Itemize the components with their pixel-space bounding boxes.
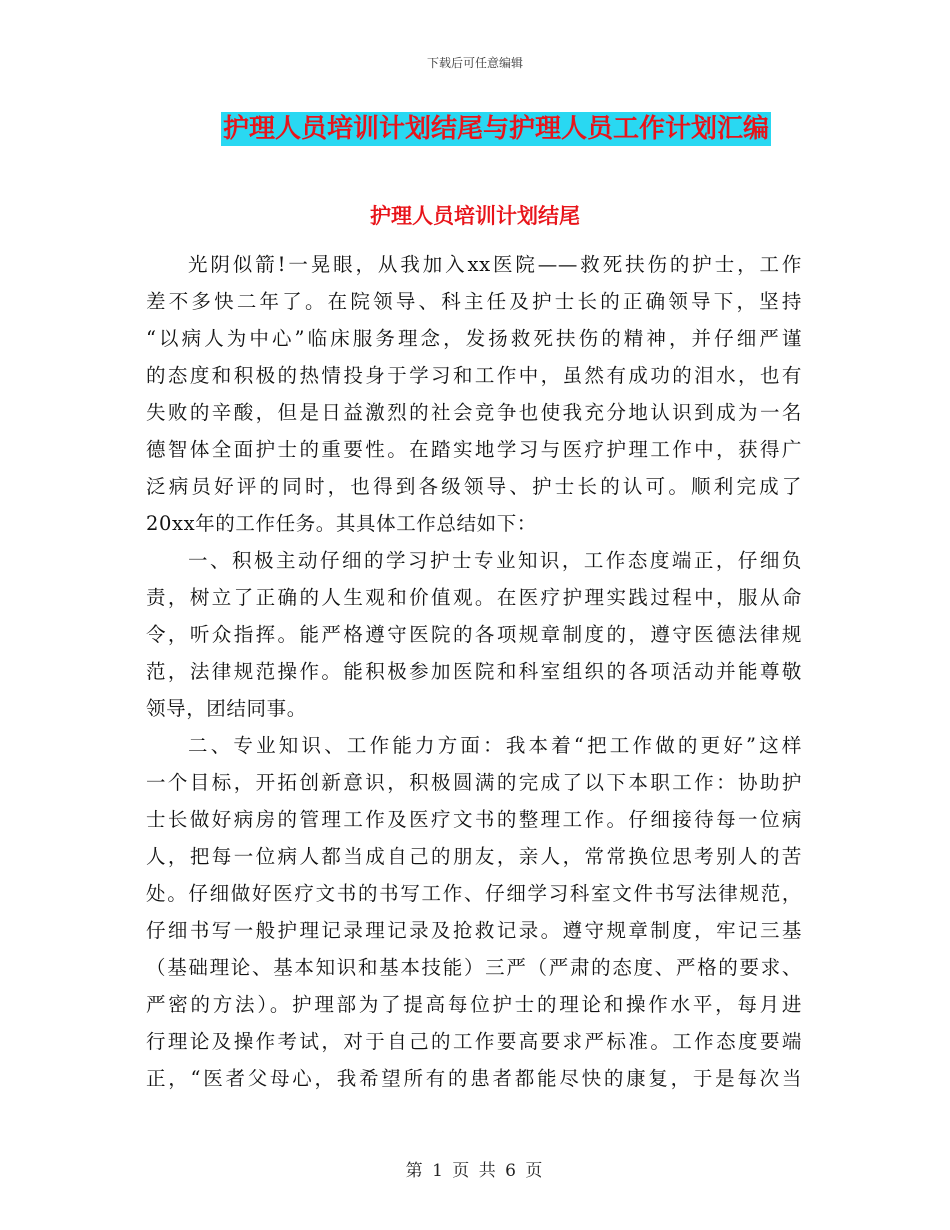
paragraph-line: 仔细书写一般护理记录理记录及抢救记录。遵守规章制度，牢记三基 — [146, 919, 802, 942]
paragraph-line: 二、专业知识、工作能力方面：我本着“把工作做的更好”这样 — [188, 734, 802, 757]
paragraph-line: 的态度和积极的热情投身于学习和工作中，虽然有成功的泪水，也有 — [146, 364, 802, 387]
paragraph-line: 行理论及操作考试，对于自己的工作要高要求严标准。工作态度要端 — [146, 1030, 802, 1053]
paragraph-line: 令，听众指挥。能严格遵守医院的各项规章制度的，遵守医德法律规 — [146, 623, 802, 646]
paragraph-line: 士长做好病房的管理工作及医疗文书的整理工作。仔细接待每一位病 — [146, 808, 802, 831]
paragraph-line: 泛病员好评的同时，也得到各级领导、护士长的认可。顺利完成了 — [146, 475, 802, 498]
paragraph-line: 失败的辛酸，但是日益激烈的社会竞争也使我充分地认识到成为一名 — [146, 401, 802, 424]
paragraph-line: “以病人为中心”临床服务理念，发扬救死扶伤的精神，并仔细严谨 — [146, 327, 802, 350]
paragraph-line: 处。仔细做好医疗文书的书写工作、仔细学习科室文件书写法律规范， — [146, 882, 802, 905]
paragraph-line: 差不多快二年了。在院领导、科主任及护士长的正确领导下，坚持 — [146, 290, 802, 313]
paragraph-line: 20xx年的工作任务。其具体工作总结如下： — [146, 512, 537, 535]
paragraph-line: 正，“医者父母心，我希望所有的患者都能尽快的康复，于是每次当 — [146, 1067, 802, 1090]
paragraph-line: 一个目标，开拓创新意识，积极圆满的完成了以下本职工作：协助护 — [146, 771, 802, 794]
section-title: 护理人员培训计划结尾 — [370, 203, 580, 228]
paragraph-line: 一、积极主动仔细的学习护士专业知识，工作态度端正，仔细负 — [188, 549, 802, 572]
paragraph-line: 人，把每一位病人都当成自己的朋友，亲人，常常换位思考别人的苦 — [146, 845, 802, 868]
paragraph-line: （基础理论、基本知识和基本技能）三严（严肃的态度、严格的要求、 — [146, 956, 802, 979]
paragraph-line: 责，树立了正确的人生观和价值观。在医疗护理实践过程中，服从命 — [146, 586, 802, 609]
header-note: 下载后可任意编辑 — [426, 56, 523, 70]
paragraph-line: 光阴似箭!一晃眼，从我加入xx医院——救死扶伤的护士，工作 — [188, 253, 802, 276]
page-footer: 第 1 页 共 6 页 — [405, 1161, 545, 1181]
paragraph-line: 领导，团结同事。 — [146, 697, 307, 720]
paragraph-line: 严密的方法）。护理部为了提高每位护士的理论和操作水平，每月进 — [146, 993, 802, 1016]
paragraph-line: 德智体全面护士的重要性。在踏实地学习与医疗护理工作中，获得广 — [146, 438, 802, 461]
document-title: 护理人员培训计划结尾与护理人员工作计划汇编 — [223, 114, 770, 144]
paragraph-line: 范，法律规范操作。能积极参加医院和科室组织的各项活动并能尊敬 — [146, 660, 802, 683]
body-text — [146, 246, 802, 1097]
